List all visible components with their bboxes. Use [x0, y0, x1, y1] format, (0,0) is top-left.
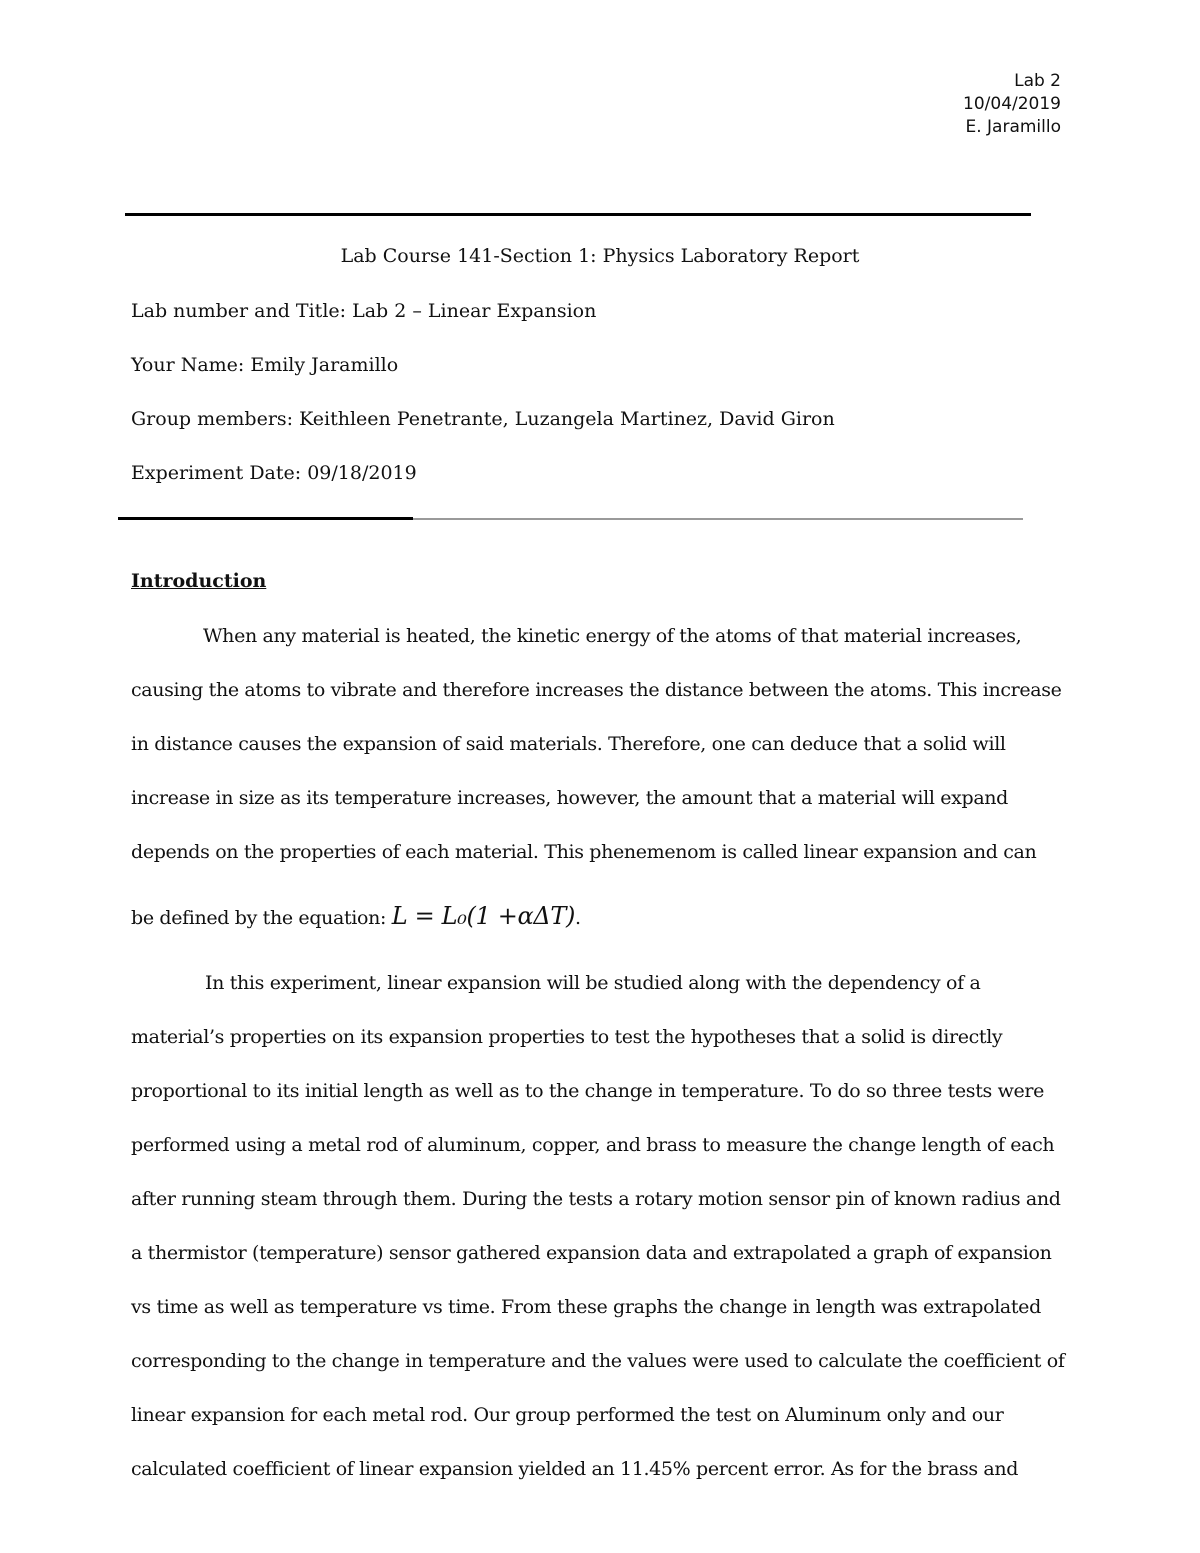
header-lab: Lab 2 [1014, 71, 1061, 91]
paragraph-line: depends on the properties of each material. This phenemenom is called linear expansion and can [131, 841, 1037, 863]
paragraph-line: corresponding to the change in temperature and the values were used to calculate the coefficient of [131, 1350, 1065, 1372]
paragraph-line: in distance causes the expansion of said materials. Therefore, one can deduce that a solid will [131, 733, 1006, 755]
lab-number-title: Lab number and Title: Lab 2 – Linear Expansion [131, 300, 597, 322]
paragraph-line: a thermistor (temperature) sensor gathered expansion data and extrapolated a graph of expansion [131, 1242, 1052, 1264]
linear-expansion-equation: L = L₀(1 +αΔT) [391, 902, 575, 930]
header-date: 10/04/2019 [963, 94, 1061, 114]
equation-prefix: be defined by the equation: [131, 907, 392, 929]
paragraph-line: vs time as well as temperature vs time. From these graphs the change in length was extrapolated [131, 1296, 1041, 1318]
paragraph-line: calculated coefficient of linear expansion yielded an 11.45% percent error. As for the brass and [131, 1458, 1019, 1480]
paragraph-line: linear expansion for each metal rod. Our group performed the test on Aluminum only and our [131, 1404, 1004, 1426]
paragraph-line: proportional to its initial length as well as to the change in temperature. To do so three tests were [131, 1080, 1044, 1102]
paragraph-line: When any material is heated, the kinetic energy of the atoms of that material increases, [203, 625, 1022, 647]
paragraph-line: material’s properties on its expansion properties to test the hypotheses that a solid is directly [131, 1026, 1003, 1048]
bottom-divider-light [413, 518, 1023, 520]
report-title: Lab Course 141-Section 1: Physics Laboratory Report [340, 245, 860, 267]
introduction-heading: Introduction [131, 570, 267, 592]
equation-suffix: . [575, 907, 581, 929]
bottom-divider-dark [118, 517, 413, 520]
paragraph-line: performed using a metal rod of aluminum, copper, and brass to measure the change length of each [131, 1134, 1055, 1156]
top-divider [125, 213, 1031, 216]
group-members: Group members: Keithleen Penetrante, Luzangela Martinez, David Giron [131, 408, 835, 430]
paragraph-line-equation [131, 902, 581, 930]
paragraph-line: In this experiment, linear expansion will be studied along with the dependency of a [205, 972, 981, 994]
experiment-date: Experiment Date: 09/18/2019 [131, 462, 417, 484]
header-author: E. Jaramillo [965, 117, 1061, 137]
page-header [963, 70, 1061, 139]
paragraph-line: causing the atoms to vibrate and therefore increases the distance between the atoms. This increase [131, 679, 1062, 701]
paragraph-line: after running steam through them. During the tests a rotary motion sensor pin of known radius and [131, 1188, 1061, 1210]
student-name: Your Name: Emily Jaramillo [131, 354, 399, 376]
paragraph-line: increase in size as its temperature increases, however, the amount that a material will expand [131, 787, 1008, 809]
